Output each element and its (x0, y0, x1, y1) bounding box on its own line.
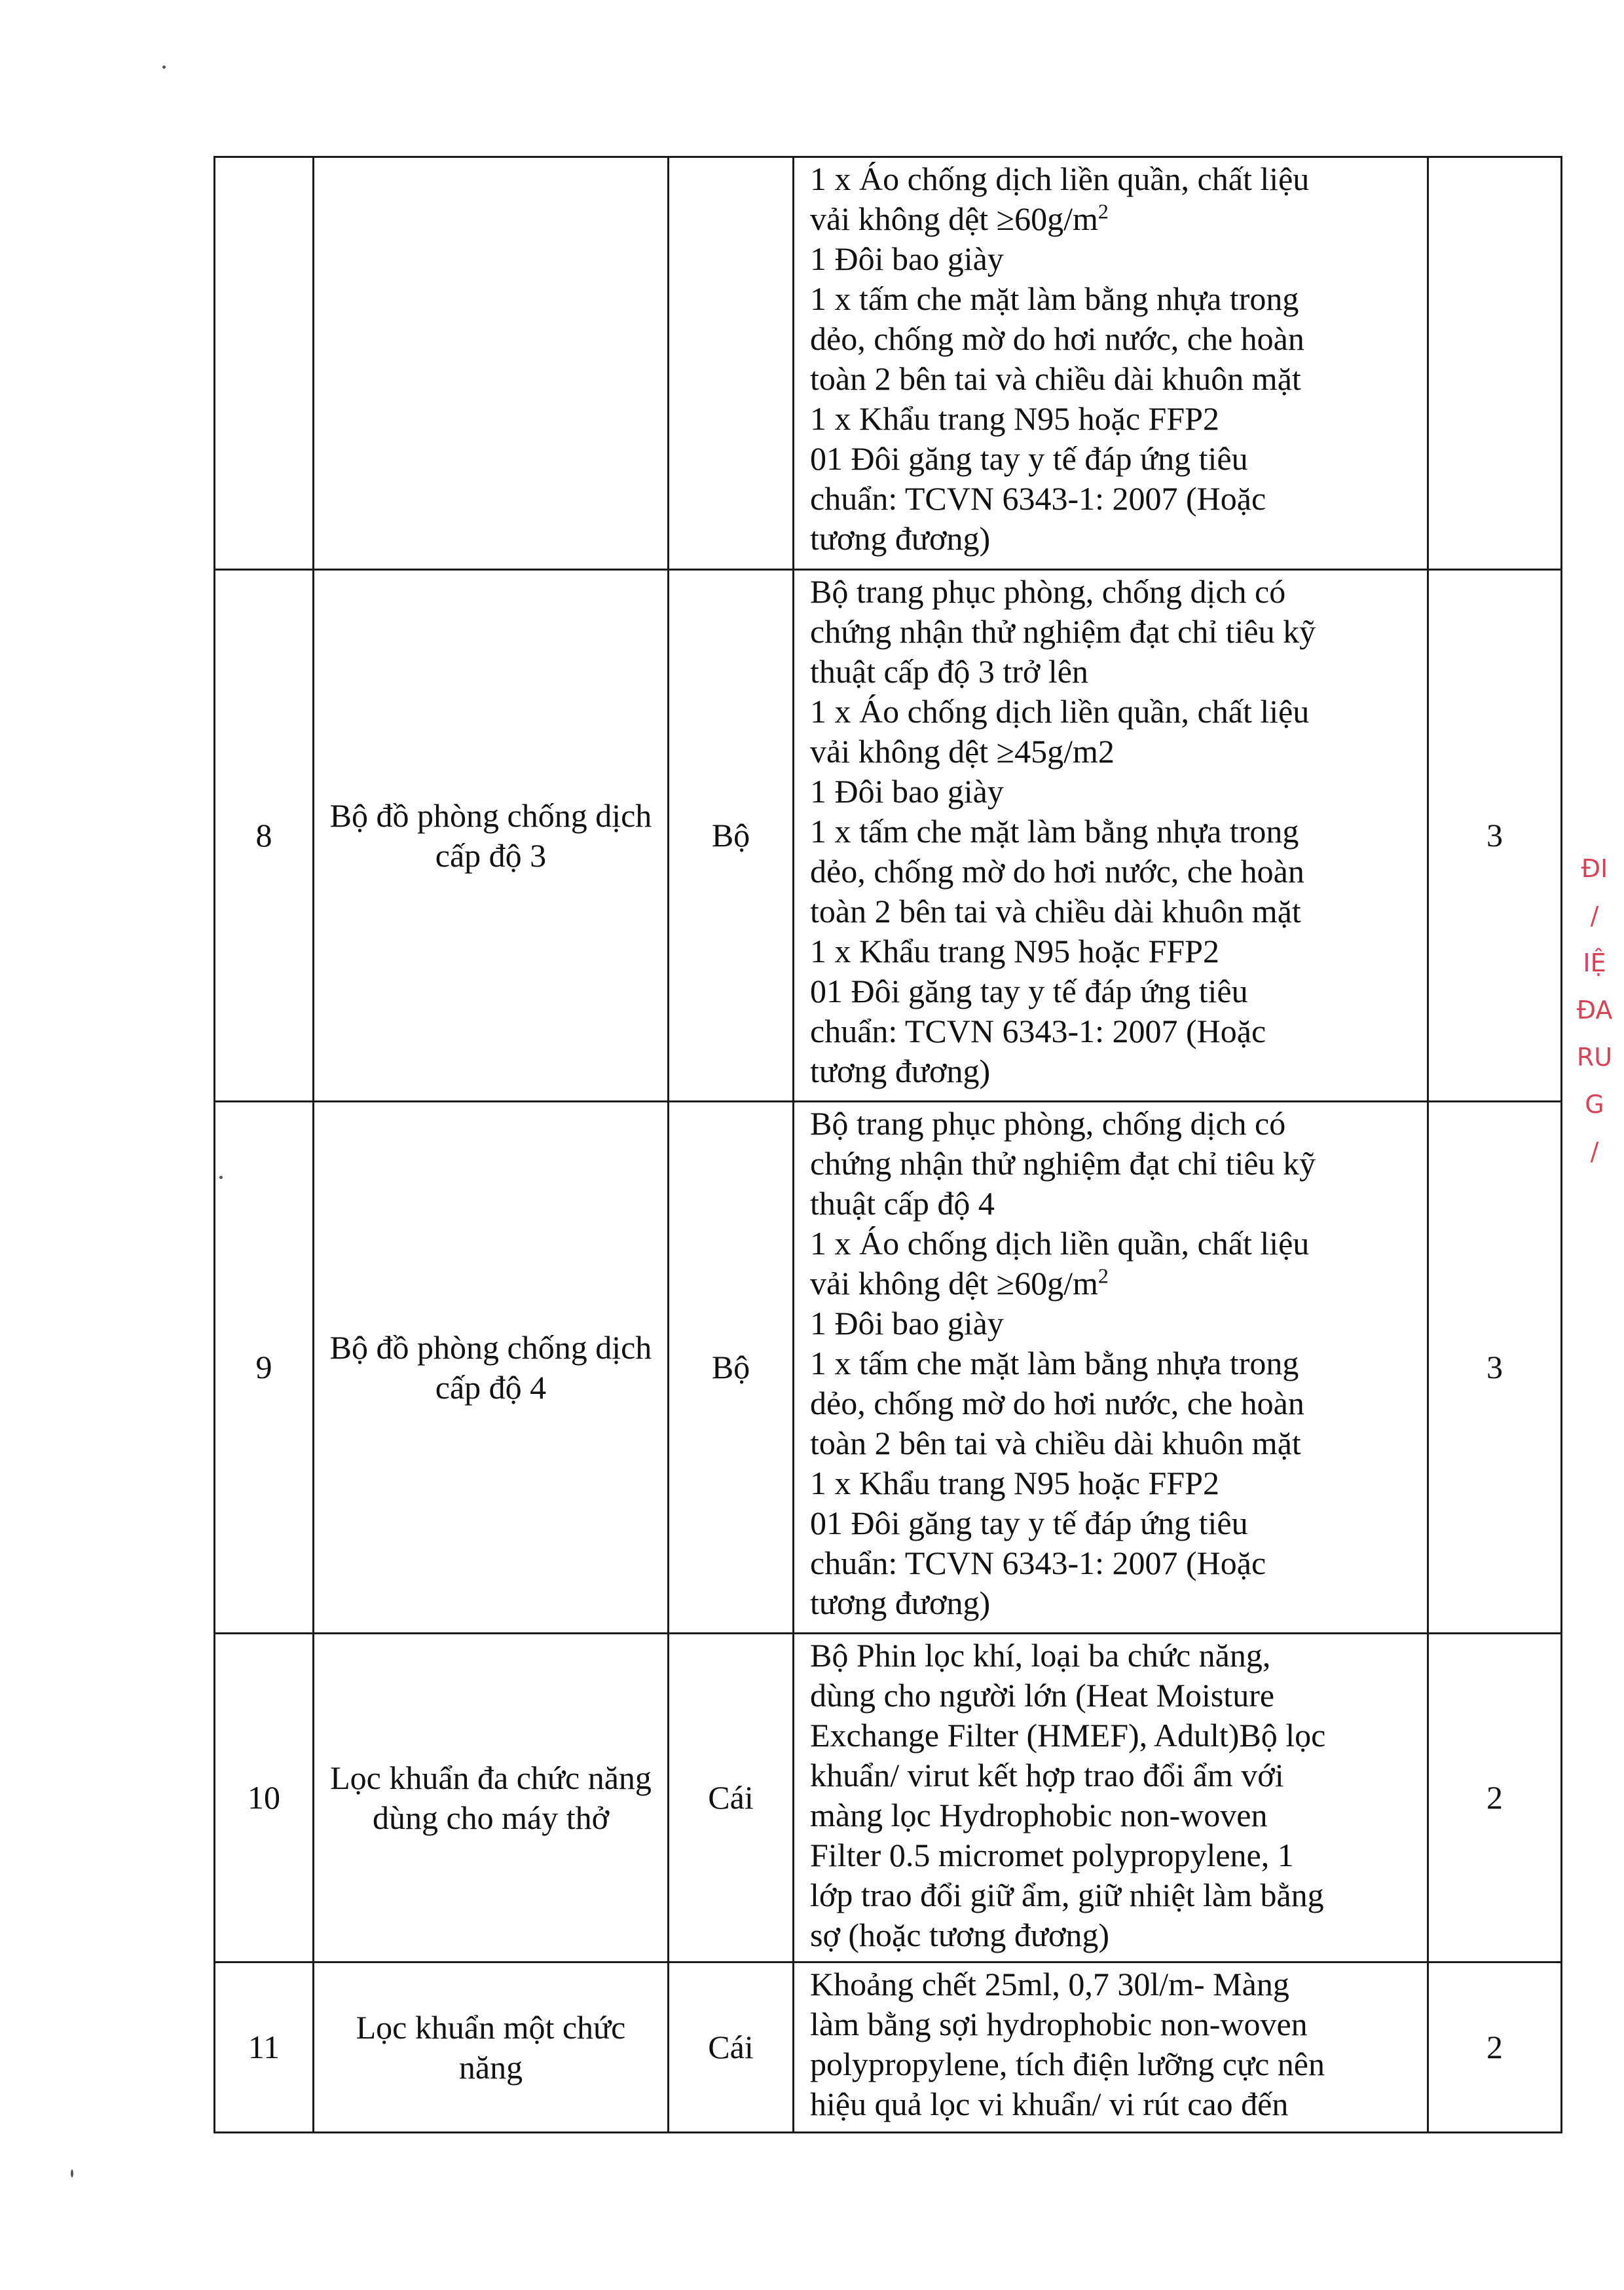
spec-line: dùng cho người lớn (Heat Moisture (810, 1677, 1275, 1714)
spec-line: toàn 2 bên tai và chiều dài khuôn mặt (810, 1425, 1301, 1461)
row-number (215, 157, 314, 570)
spec-line: chuẩn: TCVN 6343-1: 2007 (Hoặc (810, 1013, 1266, 1049)
spec-line: Khoảng chết 25ml, 0,7 30l/m- Màng (810, 1966, 1289, 2002)
item-name: Lọc khuẩn một chức năng (314, 1962, 669, 2133)
stamp-text: ĐA (1576, 996, 1613, 1024)
spec-line: Bộ Phin lọc khí, loại ba chức năng, (810, 1637, 1271, 1674)
item-name: Bộ đồ phòng chống dịch cấp độ 3 (314, 570, 669, 1102)
spec-line: 1 x tấm che mặt làm bằng nhựa trong (810, 280, 1299, 317)
spec-line: khuẩn/ virut kết hợp trao đổi ẩm với (810, 1757, 1284, 1793)
spec-line: chuẩn: TCVN 6343-1: 2007 (Hoặc (810, 1545, 1266, 1581)
stamp-text: G (1585, 1090, 1604, 1119)
spec-line: hiệu quả lọc vi khuẩn/ vi rút cao đến (810, 2086, 1289, 2122)
spec-line: sợ (hoặc tương đương) (810, 1917, 1110, 1953)
spec-line: toàn 2 bên tai và chiều dài khuôn mặt (810, 893, 1301, 929)
superscript: 2 (1098, 199, 1109, 223)
stamp-text: / (1590, 901, 1599, 930)
item-unit (669, 157, 794, 570)
row-number: 9 (215, 1102, 314, 1634)
item-quantity: 2 (1428, 1634, 1562, 1962)
spec-line: polypropylene, tích điện lưỡng cực nên (810, 2046, 1325, 2082)
stamp-text: IỆ (1583, 948, 1606, 977)
spec-line: vải không dệt ≥60g/m (810, 200, 1098, 237)
stamp-text: ĐI (1581, 854, 1608, 883)
row-number: 11 (215, 1962, 314, 2133)
table-row (215, 1102, 1562, 1634)
spec-line: 1 x tấm che mặt làm bằng nhựa trong (810, 813, 1299, 850)
stamp-text: / (1590, 1137, 1599, 1166)
spec-line: thuật cấp độ 3 trở lên (810, 653, 1088, 690)
spec-line: lớp trao đổi giữ ẩm, giữ nhiệt làm bằng (810, 1877, 1324, 1913)
spec-line: toàn 2 bên tai và chiều dài khuôn mặt (810, 360, 1301, 397)
spec-line: 1 Đôi bao giày (810, 1305, 1004, 1342)
spec-line: 1 x Khẩu trang N95 hoặc FFP2 (810, 1465, 1219, 1501)
spec-line: Bộ trang phục phòng, chống dịch có (810, 1105, 1286, 1142)
spec-line: dẻo, chống mờ do hơi nước, che hoàn (810, 320, 1304, 357)
spec-line: dẻo, chống mờ do hơi nước, che hoàn (810, 853, 1304, 890)
spec-line: làm bằng sợi hydrophobic non-woven (810, 2006, 1308, 2042)
spec-line: 1 x tấm che mặt làm bằng nhựa trong (810, 1345, 1299, 1381)
item-spec (794, 157, 1428, 570)
spec-line: Filter 0.5 micromet polypropylene, 1 (810, 1837, 1294, 1873)
spec-line: tương đương) (810, 1585, 991, 1621)
item-name: Bộ đồ phòng chống dịch cấp độ 4 (314, 1102, 669, 1634)
item-quantity (1428, 157, 1562, 570)
spec-line: 1 x Khẩu trang N95 hoặc FFP2 (810, 933, 1219, 969)
item-unit: Bộ (669, 1102, 794, 1634)
spec-line: màng lọc Hydrophobic non-woven (810, 1797, 1268, 1833)
row-number: 10 (215, 1634, 314, 1962)
scan-speck (71, 2169, 73, 2177)
spec-line: 01 Đôi găng tay y tế đáp ứng tiêu (810, 1505, 1248, 1541)
item-spec (794, 1102, 1428, 1634)
item-spec (794, 1634, 1428, 1962)
item-unit: Bộ (669, 570, 794, 1102)
spec-line: chứng nhận thử nghiệm đạt chỉ tiêu kỹ (810, 613, 1316, 650)
spec-line: Bộ trang phục phòng, chống dịch có (810, 573, 1286, 610)
spec-line: 1 x Áo chống dịch liền quần, chất liệu (810, 160, 1310, 197)
item-name (314, 157, 669, 570)
item-name: Lọc khuẩn đa chức năng dùng cho máy thở (314, 1634, 669, 1962)
spec-line-with-unit (810, 199, 1412, 239)
superscript: 2 (1098, 1264, 1109, 1288)
red-stamp-fragment (1575, 845, 1614, 1166)
item-quantity: 2 (1428, 1962, 1562, 2133)
spec-line: vải không dệt ≥45g/m2 (810, 733, 1115, 770)
spec-line: 1 x Áo chống dịch liền quần, chất liệu (810, 1225, 1310, 1262)
spec-line: 1 Đôi bao giày (810, 240, 1004, 277)
spec-line: chuẩn: TCVN 6343-1: 2007 (Hoặc (810, 480, 1266, 517)
spec-line: chứng nhận thử nghiệm đạt chỉ tiêu kỹ (810, 1145, 1316, 1182)
spec-line: 1 x Áo chống dịch liền quần, chất liệu (810, 693, 1310, 730)
table-row (215, 570, 1562, 1102)
stamp-text: RU (1576, 1043, 1613, 1072)
item-unit: Cái (669, 1962, 794, 2133)
equipment-spec-table (213, 156, 1562, 2133)
spec-line: thuật cấp độ 4 (810, 1185, 995, 1222)
spec-line: dẻo, chống mờ do hơi nước, che hoàn (810, 1385, 1304, 1421)
spec-line: 1 Đôi bao giày (810, 773, 1004, 810)
spec-line: tương đương) (810, 1053, 991, 1089)
item-spec (794, 1962, 1428, 2133)
item-quantity: 3 (1428, 570, 1562, 1102)
scan-speck (162, 66, 166, 69)
table-row (215, 1962, 1562, 2133)
spec-line: tương đương) (810, 520, 991, 557)
row-number: 8 (215, 570, 314, 1102)
spec-line: Exchange Filter (HMEF), Adult)Bộ lọc (810, 1717, 1326, 1754)
spec-line: 1 x Khẩu trang N95 hoặc FFP2 (810, 400, 1219, 437)
spec-line-with-unit (810, 1264, 1412, 1304)
spec-line: vải không dệt ≥60g/m (810, 1265, 1098, 1302)
scan-speck (219, 1176, 223, 1179)
spec-line: 01 Đôi găng tay y tế đáp ứng tiêu (810, 440, 1248, 477)
table-row (215, 157, 1562, 570)
spec-line: 01 Đôi găng tay y tế đáp ứng tiêu (810, 973, 1248, 1009)
table-row (215, 1634, 1562, 1962)
item-unit: Cái (669, 1634, 794, 1962)
item-spec (794, 570, 1428, 1102)
item-quantity: 3 (1428, 1102, 1562, 1634)
